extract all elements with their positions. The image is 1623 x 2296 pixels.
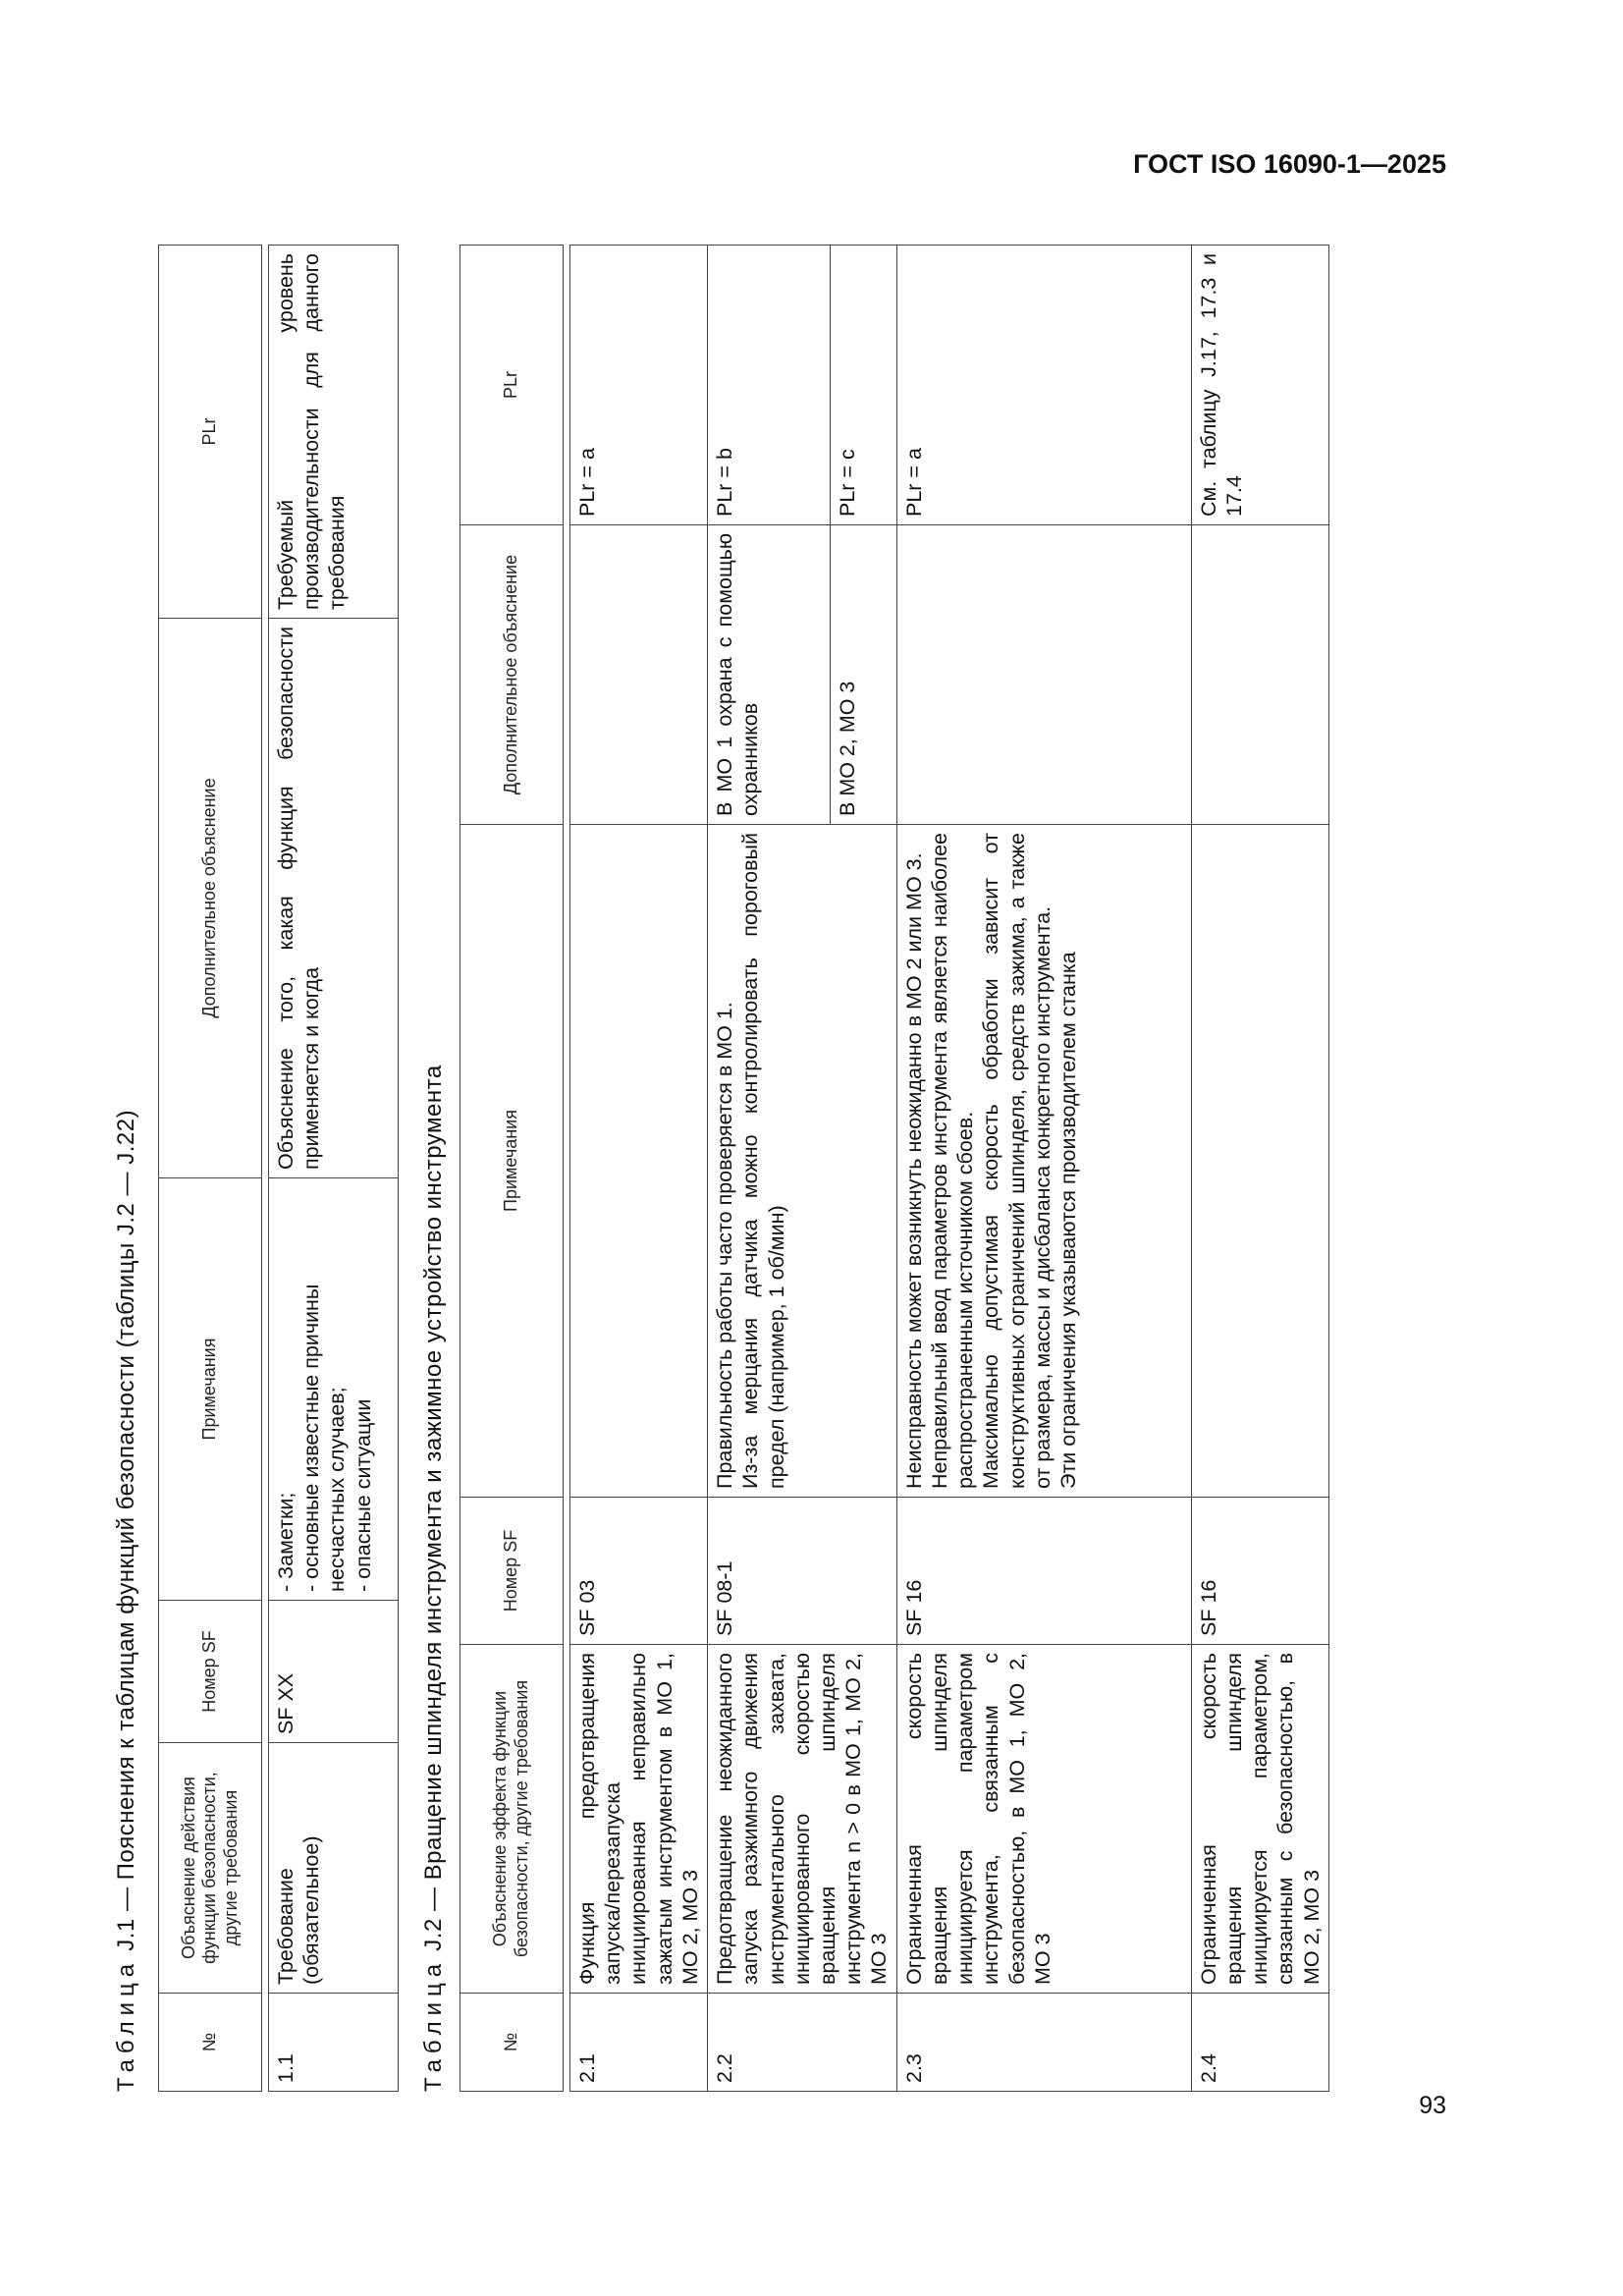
table2-caption-text: J.2 — Вращение шпинделя инструмента и зажимное устройство инструмента <box>420 1065 447 1958</box>
table2-cell-no: 2.1 <box>570 1994 708 2092</box>
table1-header-no: № <box>159 1994 262 2092</box>
table-j2 <box>460 245 1329 2092</box>
table1-cell-plr: Требуемый уровень производительности для данного требования <box>269 246 399 619</box>
table-row <box>708 246 831 2092</box>
table1-cell-notes <box>269 1178 399 1601</box>
table1-header-notes: Примечания <box>159 1178 262 1601</box>
table1-note-line: - основные известные причины несчастных случаев; <box>299 1284 350 1592</box>
table1-separator <box>262 246 269 2092</box>
table2-header-no: № <box>460 1994 564 2092</box>
table2-cell-explanation: Ограниченная скорость вращения шпинделя инициируется параметром, связанным с безопасностью, в МО 2, МО 3 <box>1191 1645 1328 1994</box>
table2-note-line: Неправильный ввод параметров инструмента является наиболее распространенным источником сбоев. <box>927 833 978 1489</box>
table2-note-line: Из-за мерцания датчика можно контролировать пороговый предел (например, 1 об/мин) <box>738 833 788 1489</box>
table2-cell-sf: SF 03 <box>570 1498 708 1645</box>
table1-cell-explanation: Требование (обязательное) <box>269 1743 399 1994</box>
table1-cell-no: 1.1 <box>269 1994 399 2092</box>
table-row <box>1191 246 1328 2092</box>
table2-cell-additional <box>1191 525 1328 825</box>
table1-header-row <box>159 246 262 2092</box>
table2-note-line: Эти ограничения указываются производителем станка <box>1055 952 1080 1489</box>
table-row <box>269 246 399 2092</box>
document-id: ГОСТ ISO 16090-1—2025 <box>1133 149 1446 179</box>
table2-cell-plr: См. таблицу J.17, 17.3 и 17.4 <box>1191 246 1328 525</box>
table2-cell-no: 2.4 <box>1191 1994 1328 2092</box>
table2-header-row <box>460 246 564 2092</box>
table2-caption-prefix: Таблица <box>420 1957 447 2092</box>
table2-caption <box>420 137 448 2092</box>
table2-cell-additional <box>896 525 1191 825</box>
table-row <box>896 246 1191 2092</box>
page-number: 93 <box>1419 2092 1446 2119</box>
table2-cell-notes <box>1191 825 1328 1498</box>
table-j1 <box>158 245 399 2092</box>
table2-cell-sf: SF 16 <box>1191 1498 1328 1645</box>
table1-header-explanation: Объяснение действия функции безопасности, другие требования <box>159 1743 262 1994</box>
table-row <box>570 246 708 2092</box>
table2-cell-sf: SF 16 <box>896 1498 1191 1645</box>
table2-header-plr: PLr <box>460 246 564 525</box>
table2-header-notes: Примечания <box>460 825 564 1498</box>
table1-header-sf: Номер SF <box>159 1601 262 1743</box>
table1-note-line: - опасные ситуации <box>351 1398 375 1592</box>
table2-cell-plr: PLr = c <box>831 246 896 525</box>
table1-header-plr: PLr <box>159 246 262 619</box>
table2-note-line: Неисправность может возникнуть неожиданно в МО 2 или МО 3. <box>901 852 926 1489</box>
table2-note-line: Максимально допустимая скорость обработки зависит от конструктивных ограничений шпинделя, средств зажима, а также от размера, массы и дисбаланса конкретного инструмента. <box>979 833 1055 1489</box>
table2-cell-additional <box>570 525 708 825</box>
table2-cell-notes <box>708 825 897 1498</box>
table1-note-line: - Заметки; <box>274 1492 298 1592</box>
table1-caption-prefix: Таблица <box>113 1957 139 2092</box>
table1-cell-sf: SF XX <box>269 1601 399 1743</box>
table2-header-explanation: Объяснение эффекта функции безопасности, другие требования <box>460 1645 564 1994</box>
table2-cell-additional: В МО 2, МО 3 <box>831 525 896 825</box>
table2-cell-plr: PLr = a <box>570 246 708 525</box>
table2-cell-notes <box>896 825 1191 1498</box>
table2-cell-no: 2.2 <box>708 1994 897 2092</box>
table1-header-additional: Дополнительное объяснение <box>159 619 262 1178</box>
table2-cell-plr: PLr = a <box>896 246 1191 525</box>
table2-cell-notes <box>570 825 708 1498</box>
table1-caption <box>113 137 140 2092</box>
table2-cell-explanation: Ограниченная скорость вращения шпинделя инициируется параметром инструмента, связанным с безопасностью, в МО 1, МО 2, МО 3 <box>896 1645 1191 1994</box>
table2-cell-additional: В МО 1 охрана с помощью охранников <box>708 525 831 825</box>
table2-cell-plr: PLr = b <box>708 246 831 525</box>
table1-caption-text: J.1 — Пояснения к таблицам функций безопасности (таблицы J.2 — J.22) <box>113 1109 139 1958</box>
table2-note-line: Правильность работы часто проверяется в МО 1. <box>713 1002 737 1489</box>
table1-cell-additional: Объяснение того, какая функция безопасности применяется и когда <box>269 619 399 1178</box>
table2-header-sf: Номер SF <box>460 1498 564 1645</box>
table2-separator <box>564 246 570 2092</box>
table2-header-additional: Дополнительное объяснение <box>460 525 564 825</box>
table2-cell-sf: SF 08-1 <box>708 1498 897 1645</box>
table2-cell-explanation: Функция предотвращения запуска/перезапуска инициированная неправильно зажатым инструментом в МО 1, МО 2, МО 3 <box>570 1645 708 1994</box>
table2-cell-explanation: Предотвращение неожиданного запуска разжимного движения инструментального захвата, инициированного скоростью вращения шпинделя инструмента n > 0 в МО 1, МО 2, МО 3 <box>708 1645 897 1994</box>
table2-cell-no: 2.3 <box>896 1994 1191 2092</box>
